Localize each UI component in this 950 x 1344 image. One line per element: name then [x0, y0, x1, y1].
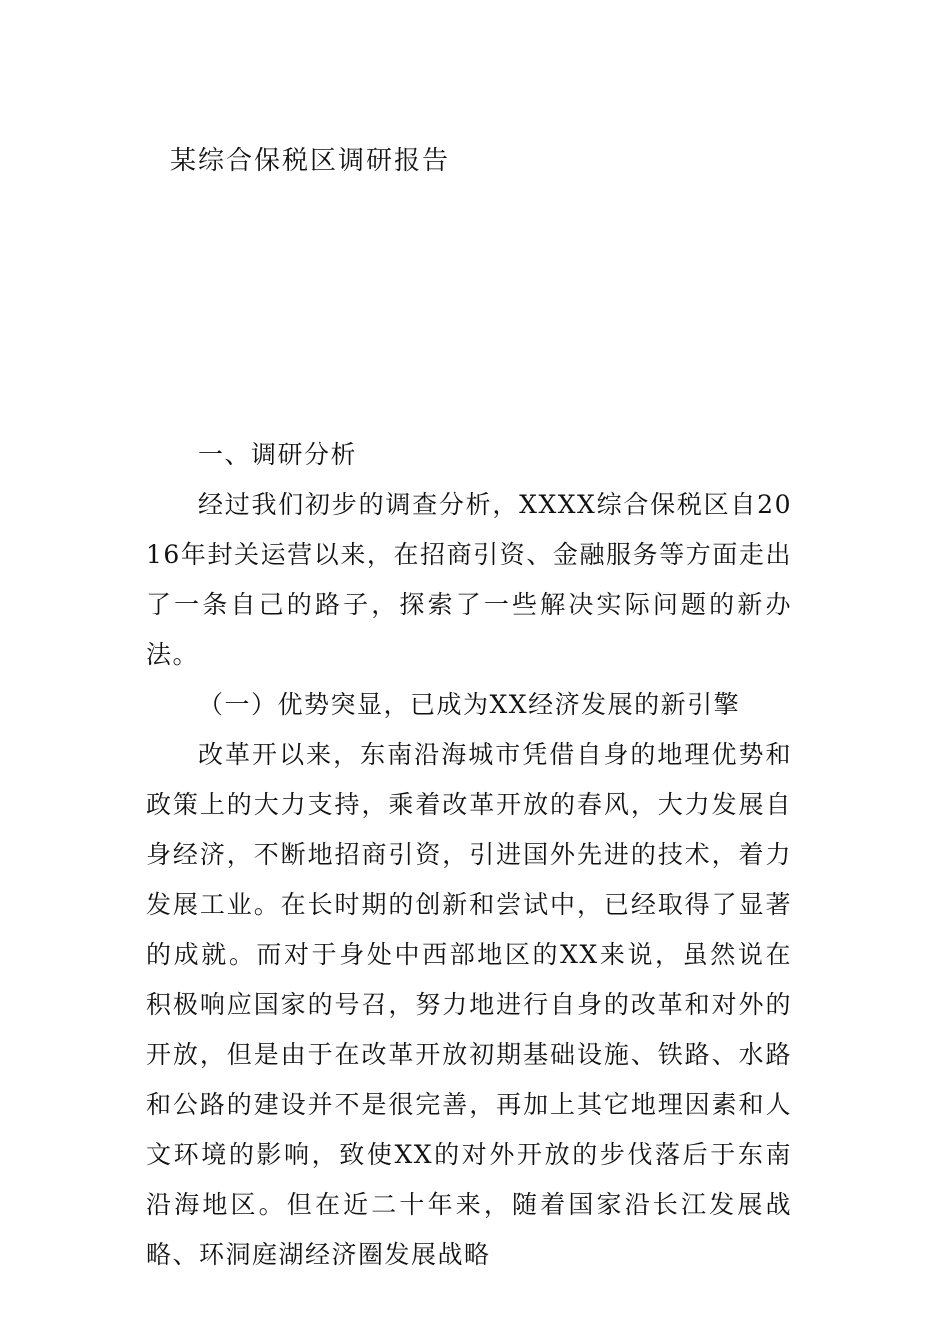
document-title: 某综合保税区调研报告 — [170, 146, 451, 176]
paragraph-2: 改革开以来，东南沿海城市凭借自身的地理优势和政策上的大力支持，乘着改革开放的春风，大力发展自身经济，不断地招商引资，引进国外先进的技术，着力发展工业。在长时期的创新和尝试中，已经取得了显著的成就。而对于身处中西部地区的XX来说，虽然说在积极响应国家的号召，努力地进行自身的改革和对外的开放，但是由于在改革开放初期基础设施、铁路、水路和公路的建设并不是很完善，再加上其它地理因素和人文环境的影响，致使XX的对外开放的步伐落后于东南沿海地区。但在近二十年来，随着国家沿长江发展战略、环洞庭湖经济圈发展战略 — [146, 740, 792, 1269]
paragraph-1: 经过我们初步的调查分析，XXXX综合保税区自2016年封关运营以来，在招商引资、金融服务等方面走出了一条自己的路子，探索了一些解决实际问题的新办法。 — [146, 490, 792, 669]
subsection-heading: （一）优势突显，已成为XX经济发展的新引擎 — [198, 690, 741, 719]
document-body — [146, 430, 792, 1280]
section-heading: 一、调研分析 — [198, 440, 358, 469]
